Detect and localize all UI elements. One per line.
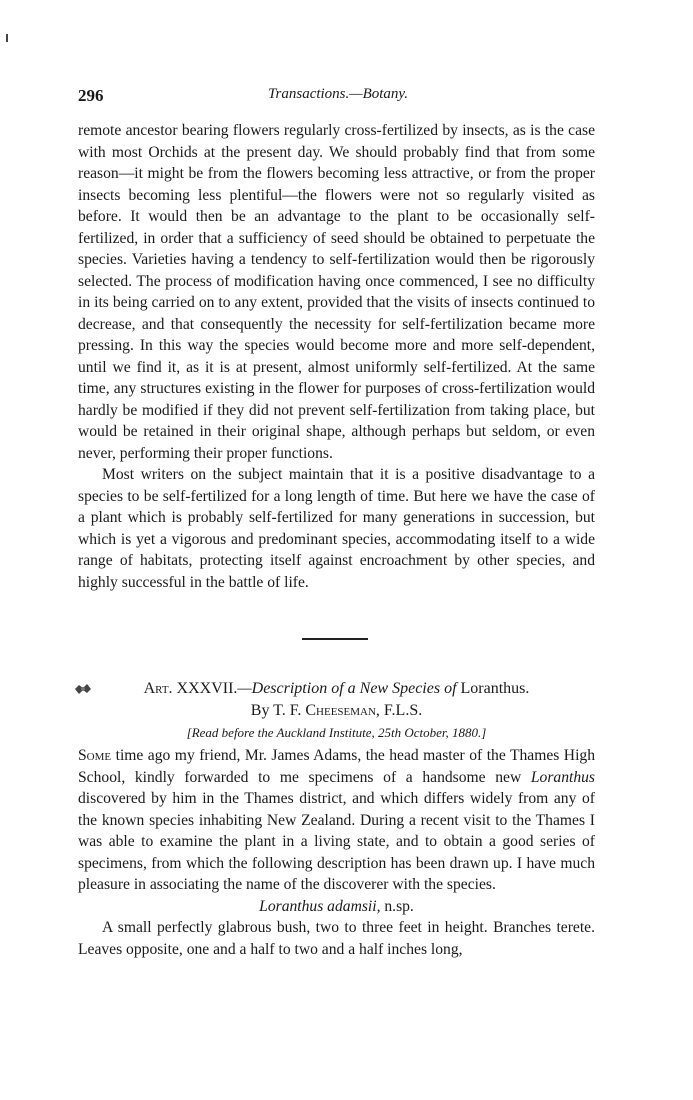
- paragraph: A small perfectly glabrous bush, two to three feet in height. Branches terete. Leaves opposite, one and a half to two and a half inches long,: [78, 919, 595, 958]
- genus-name: Loranthus: [530, 768, 595, 786]
- article-title: [78, 680, 595, 698]
- article-byline: [78, 702, 595, 720]
- paragraph: remote ancestor bearing flowers regularly cross-fertilized by insects, as is the case with most Orchids at the present day. We should probably find that from some reason—it might be from the flowers becoming less attractive, or from the proper insects becoming less plentiful—the flowers were not so regularly visited as before. It would then be an advantage to the plant to be occasionally self-fertilized, in order that a sufficiency of seed should be obtained to perpetuate the species. Varieties having a tendency to self-fertilization would then be rigorously selected. The process of modification having once commenced, I see no difficulty in its being carried on to any extent, provided that the visits of insects continued to decrease, and that consequently the necessity for self-fertilization became more pressing. In this way the species would become more and more self-dependent, until we find it, as it is at present, almost uniformly self-fertilized. At the same time, any structures existing in the flower for purposes of cross-fertilization would hardly be modified if they did not prevent self-fertilization from taking place, but would be retained in their original shape, although perhaps but seldom, or even never, performing their proper functions.: [78, 122, 595, 462]
- article-number: Art. XXXVII.: [143, 680, 238, 697]
- body-text-top: [78, 120, 595, 593]
- article-title-genus: Loranthus.: [460, 680, 530, 697]
- author-credentials: , F.L.S.: [375, 702, 423, 719]
- section-divider: [302, 638, 368, 640]
- body-text-article: [78, 745, 595, 960]
- margin-mark: [6, 34, 8, 42]
- article-title-text: —Description of a New Species of: [237, 680, 461, 697]
- paragraph-text: discovered by him in the Thames district, and which differs widely from any of the known species inhabiting New Zealand. During a recent visit to the Thames I was able to examine the plant in a living state, and to obtain a good series of specimens, from which the following description has been drawn up. I have much pleasure in associating the name of the discoverer with the species.: [78, 790, 595, 893]
- species-suffix: n.sp.: [380, 897, 414, 915]
- paragraph-text: time ago my friend, Mr. James Adams, the head master of the Thames High School, kindly forwarded to me specimens of a handsome new: [78, 747, 595, 786]
- author-name: Cheeseman: [305, 702, 376, 719]
- paragraph: Most writers on the subject maintain that it is a positive disadvantage to a species to be self-fertilized for a long length of time. But here we have the case of a plant which is probably self-fertilized for many generations in succession, but which is yet a vigorous and predominant species, accommodating itself to a wide range of habitats, protecting itself against encroachment by other species, and highly successful in the battle of life.: [78, 466, 595, 591]
- lead-word: Some: [78, 747, 112, 764]
- running-head: Transactions.—Botany.: [268, 86, 409, 102]
- paragraph: [78, 745, 595, 896]
- page-header: [78, 86, 598, 110]
- byline-prefix: By T. F.: [250, 702, 306, 719]
- species-name: Loranthus adamsii,: [259, 897, 381, 915]
- page-number: 296: [78, 86, 104, 105]
- species-heading: [78, 896, 595, 918]
- read-before-note: [Read before the Auckland Institute, 25th October, 1880.]: [186, 725, 487, 740]
